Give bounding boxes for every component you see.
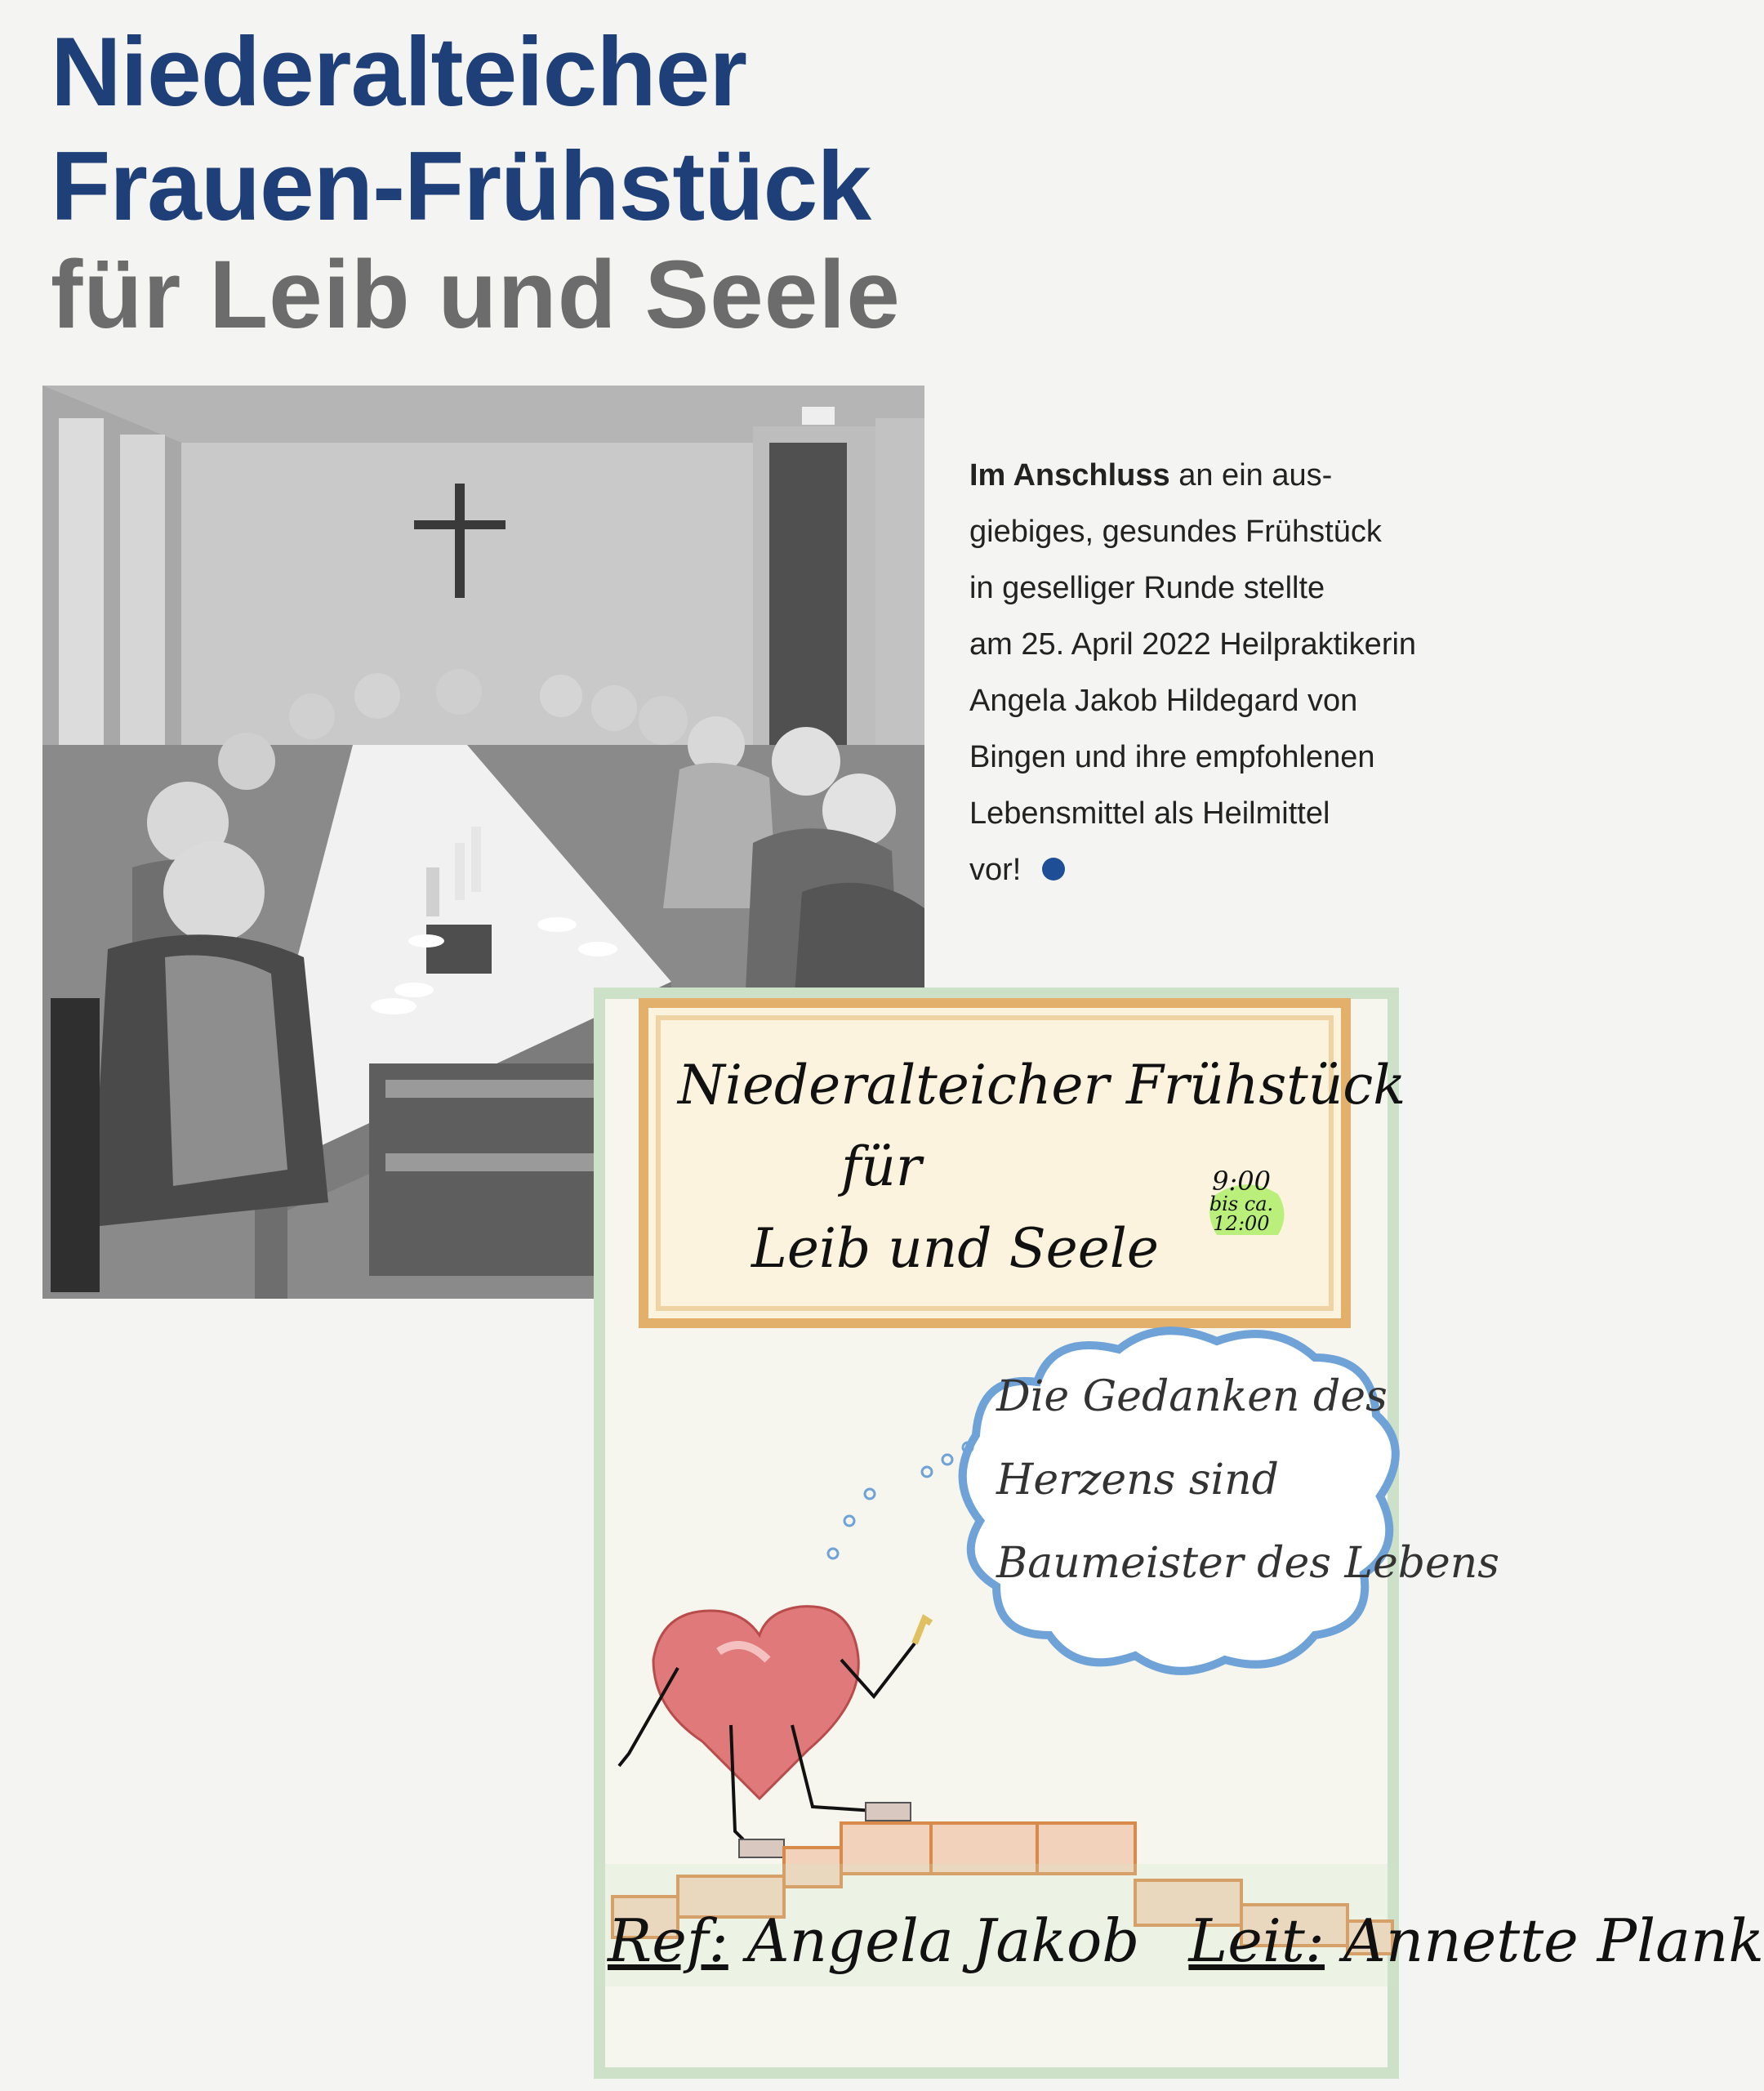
article-line-8-text: vor! bbox=[969, 853, 1022, 887]
poster-title-line-2: für bbox=[841, 1135, 922, 1198]
referent-label: Ref: bbox=[608, 1906, 728, 1975]
article-line-6: Bingen und ihre empfohlenen bbox=[969, 740, 1375, 774]
article-line-3: in geselliger Runde stellte bbox=[969, 571, 1325, 605]
headline-line-2: Frauen-Frühstück bbox=[51, 132, 871, 241]
leader-name: Annette Plank bbox=[1343, 1906, 1764, 1975]
end-of-article-dot bbox=[1042, 858, 1065, 881]
article-line-1-rest: an ein aus- bbox=[1169, 458, 1333, 493]
thought-line-2: Herzens sind bbox=[996, 1456, 1279, 1505]
referent-name: Angela Jakob bbox=[746, 1906, 1140, 1975]
thought-line-3: Baumeister des Lebens bbox=[996, 1539, 1499, 1588]
time-until: bis ca. bbox=[1209, 1193, 1274, 1215]
time-end: 12:00 bbox=[1213, 1212, 1270, 1235]
flipchart-poster bbox=[596, 990, 1764, 2076]
article-line-5: Angela Jakob Hildegard von bbox=[969, 684, 1358, 718]
poster-title-line-3: Leib und Seele bbox=[751, 1217, 1159, 1280]
article-line-8 bbox=[969, 842, 1459, 898]
thought-line-1: Die Gedanken des bbox=[996, 1372, 1388, 1421]
article-line-2: giebiges, gesundes Frühstück bbox=[969, 515, 1382, 549]
article-lead: Im Anschluss bbox=[969, 458, 1170, 493]
article-line-1 bbox=[969, 448, 1459, 504]
headline-line-1: Niederalteicher bbox=[51, 17, 747, 127]
time-sticky-note bbox=[1205, 1168, 1278, 1233]
leader-label: Leit: bbox=[1188, 1906, 1325, 1975]
headline-subtitle: für Leib und Seele bbox=[51, 241, 901, 349]
poster-credits bbox=[608, 1906, 1764, 1975]
poster-title-line-1: Niederalteicher Frühstück bbox=[678, 1054, 1406, 1117]
article-text bbox=[969, 448, 1459, 898]
time-start: 9:00 bbox=[1212, 1166, 1271, 1197]
article-line-4: am 25. April 2022 Heilpraktikerin bbox=[969, 627, 1417, 662]
article-line-7: Lebensmittel als Heilmittel bbox=[969, 796, 1330, 831]
